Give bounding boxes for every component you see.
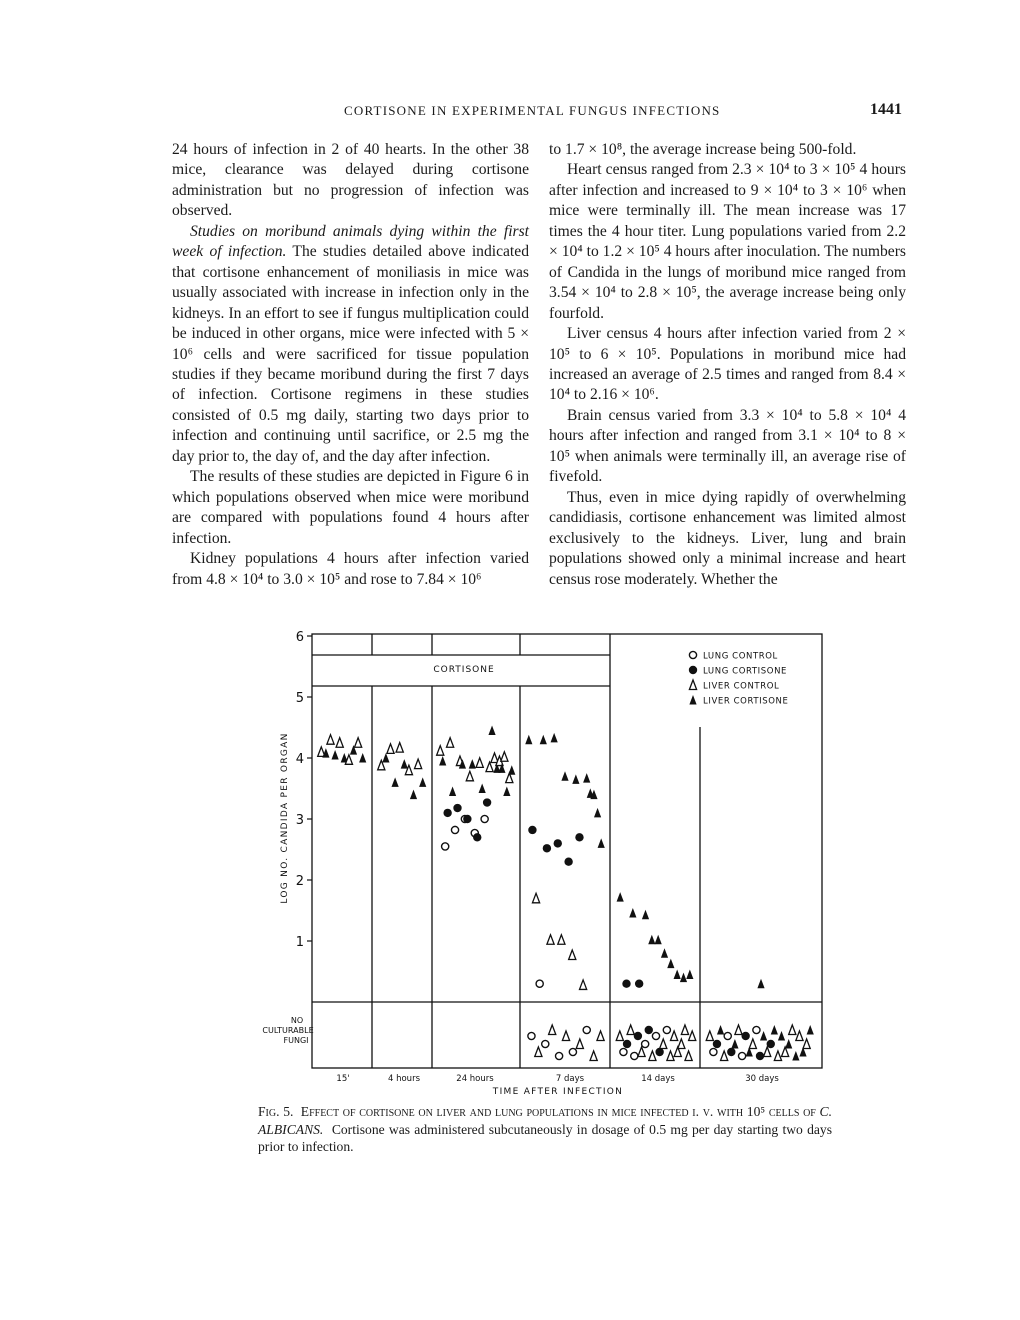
lung-control-point — [689, 651, 696, 658]
liver-control-point — [678, 1039, 685, 1049]
liver-control-point — [689, 680, 696, 690]
liver-control-point — [476, 758, 483, 768]
liver-control-point — [764, 1047, 771, 1057]
x-tick-label: 15' — [336, 1074, 350, 1084]
legend-label: LUNG CORTISONE — [703, 666, 788, 677]
liver-cortisone-point — [332, 750, 339, 760]
data-points — [318, 726, 814, 1061]
liver-control-point — [616, 1031, 623, 1041]
liver-control-point — [532, 893, 539, 903]
paragraph: Heart census ranged from 2.3 × 10⁴ to 3 × 10⁵ 4 hours after infection and increased to 9 × 10⁴ to 3 × 10⁶ when mice were terminally ill. The mean increase was 17 times the 4 hour titer. Lung populations varied from 2.2 × 10⁴ to 1.2 × 10⁵ 4 hours after inoculation. The numbers of Candida in the lungs of moribund mice ranged from 3.54 × 10⁴ to 2.8 × 10⁵, the average increase being only fourfold. — [549, 161, 906, 322]
lung-cortisone-point — [727, 1048, 735, 1056]
lung-control-point — [555, 1052, 562, 1059]
liver-cortisone-point — [551, 733, 558, 743]
no-growth-label-3: FUNGI — [283, 1036, 309, 1045]
y-tick-label: 5 — [295, 691, 304, 706]
liver-cortisone-point — [479, 784, 486, 794]
liver-control-point — [789, 1025, 796, 1035]
liver-control-point — [803, 1039, 810, 1049]
liver-cortisone-point — [410, 790, 417, 800]
lung-cortisone-point — [767, 1040, 775, 1048]
x-tick-label: 4 hours — [387, 1074, 421, 1084]
figure-5-chart — [250, 620, 850, 1100]
lung-control-point — [710, 1048, 717, 1055]
paragraph-text: The studies detailed above indicated that cortisone enhancement of moniliasis in mice was usually associated with increase in infection only in the kidneys. In an effort to see if fungus multiplication could be induced in other organs, mice were infected with 5 × 10⁶ cells and were sacrificed for tissue population studies if they became moribund during the first 7 days of infection. Cortisone regimens in these studies consisted of 0.5 mg daily, starting two days prior to infection and continuing until sacrifice, or 2.5 mg the day prior to, the day of, and the day after infection. — [172, 243, 529, 465]
lung-cortisone-point — [756, 1052, 764, 1060]
cortisone-band-label: CORTISONE — [433, 665, 495, 675]
legend — [689, 651, 789, 706]
caption-label: Fig. 5. — [258, 1104, 294, 1119]
lung-cortisone-point — [483, 798, 491, 806]
liver-control-point — [486, 762, 493, 772]
liver-cortisone-point — [572, 774, 579, 784]
lung-cortisone-point — [645, 1026, 653, 1034]
y-tick-label: 4 — [295, 752, 304, 767]
liver-control-point — [667, 1051, 674, 1061]
liver-cortisone-point — [771, 1025, 778, 1035]
liver-cortisone-point — [439, 756, 446, 766]
liver-cortisone-point — [731, 1039, 738, 1049]
legend-label: LIVER CORTISONE — [703, 696, 789, 707]
liver-control-point — [415, 759, 422, 769]
lung-control-point — [738, 1052, 745, 1059]
liver-control-point — [627, 1025, 634, 1035]
liver-cortisone-point — [760, 1031, 767, 1041]
liver-cortisone-point — [629, 908, 636, 918]
x-tick-label: 14 days — [641, 1074, 675, 1084]
liver-control-point — [721, 1051, 728, 1061]
liver-cortisone-point — [503, 787, 510, 797]
paragraph: Kidney populations 4 hours after infection varied from 4.8 × 10⁴ to 3.0 × 10⁵ and rose to 7.84 × 10⁶ — [172, 550, 529, 588]
liver-cortisone-point — [807, 1025, 814, 1035]
liver-cortisone-point — [642, 910, 649, 920]
section-heading: Studies on moribund animals dying within the first week of infection. — [172, 222, 529, 261]
liver-control-point — [706, 1031, 713, 1041]
paragraph — [172, 222, 529, 467]
paragraph: The results of these studies are depicted in Figure 6 in which populations observed when mice were moribund are compared with populations found 4 hours after infection. — [172, 468, 529, 547]
liver-cortisone-point — [449, 787, 456, 797]
y-tick-label: 3 — [295, 813, 304, 828]
liver-cortisone-point — [540, 735, 547, 745]
lung-cortisone-point — [443, 809, 451, 817]
paragraph: 24 hours of infection in 2 of 40 hearts. In the other 38 mice, clearance was delayed during cortisone administration but no progression of infection was observed. — [172, 141, 529, 220]
lung-control-point — [542, 1040, 549, 1047]
liver-control-point — [796, 1031, 803, 1041]
lung-control-point — [536, 980, 543, 987]
lung-cortisone-point — [528, 826, 536, 834]
paragraph: to 1.7 × 10⁸, the average increase being 500-fold. — [549, 141, 857, 158]
lung-control-point — [442, 843, 449, 850]
liver-control-point — [562, 1031, 569, 1041]
lung-control-point — [569, 1048, 576, 1055]
liver-control-point — [327, 735, 334, 745]
lung-cortisone-point — [741, 1032, 749, 1040]
liver-control-point — [681, 1025, 688, 1035]
liver-cortisone-point — [525, 735, 532, 745]
page-number: 1441 — [870, 101, 902, 118]
liver-control-point — [576, 1039, 583, 1049]
liver-control-point — [638, 1047, 645, 1057]
liver-cortisone-point — [667, 959, 674, 969]
liver-cortisone-point — [661, 948, 668, 958]
lung-control-point — [642, 1040, 649, 1047]
liver-cortisone-point — [792, 1051, 799, 1061]
lung-cortisone-point — [554, 839, 562, 847]
lung-cortisone-point — [635, 980, 643, 988]
caption-cells-of: cells of — [768, 1104, 816, 1119]
liver-cortisone-point — [382, 753, 389, 763]
paragraph: Liver census 4 hours after infection varied from 2 × 10⁵ to 6 × 10⁵. Populations in moribund mice had increased an average of 2.5 times and ranged from 8.4 × 10⁴ to 2.16 × 10⁶. — [549, 325, 906, 404]
no-growth-label-2: CULTURABLE — [262, 1026, 314, 1035]
paragraph: Brain census varied from 3.3 × 10⁴ to 5.8 × 10⁴ 4 hours after infection and ranged from 3.1 × 10⁴ to 8 × 10⁵ when animals were terminally ill, an average rise of fivefold. — [549, 406, 906, 486]
y-tick-label: 6 — [295, 630, 304, 645]
liver-control-point — [735, 1025, 742, 1035]
lung-cortisone-point — [575, 833, 583, 841]
no-growth-label-1: NO — [290, 1016, 304, 1025]
liver-cortisone-point — [617, 892, 624, 902]
liver-cortisone-point — [508, 765, 515, 775]
x-axis-label: TIME AFTER INFECTION — [492, 1087, 624, 1097]
liver-control-point — [396, 743, 403, 753]
liver-cortisone-point — [757, 979, 764, 989]
lung-cortisone-point — [634, 1032, 642, 1040]
liver-control-point — [579, 980, 586, 990]
liver-cortisone-point — [648, 935, 655, 945]
liver-cortisone-point — [401, 759, 408, 769]
lung-cortisone-point — [543, 844, 551, 852]
legend-label: LUNG CONTROL — [703, 651, 778, 662]
liver-control-point — [649, 1051, 656, 1061]
liver-cortisone-point — [680, 973, 687, 983]
caption-dose: 10⁵ — [746, 1104, 766, 1119]
liver-control-point — [774, 1051, 781, 1061]
liver-cortisone-point — [689, 695, 696, 705]
liver-control-point — [590, 1051, 597, 1061]
liver-control-point — [685, 1051, 692, 1061]
liver-control-point — [569, 950, 576, 960]
liver-control-point — [549, 1025, 556, 1035]
figure-caption — [258, 1103, 832, 1156]
liver-control-point — [501, 752, 508, 762]
liver-control-point — [558, 935, 565, 945]
paragraph: Thus, even in mice dying rapidly of overwhelming candidiasis, cortisone enhancement was limited almost exclusively to the kidneys. Liver, lung and brain populations showed only a minimal increase and heart census rose moderately. Whether the — [549, 488, 906, 588]
liver-control-point — [535, 1047, 542, 1057]
liver-cortisone-point — [655, 935, 662, 945]
liver-control-point — [447, 738, 454, 748]
caption-species: C. ALBICANS. — [258, 1104, 833, 1137]
liver-cortisone-point — [717, 1025, 724, 1035]
liver-cortisone-point — [583, 773, 590, 783]
left-column — [172, 140, 529, 590]
liver-cortisone-point — [488, 726, 495, 736]
lung-control-point — [620, 1048, 627, 1055]
lung-control-point — [724, 1032, 731, 1039]
lung-control-point — [528, 1032, 535, 1039]
liver-cortisone-point — [598, 838, 605, 848]
lung-cortisone-point — [689, 666, 697, 674]
liver-cortisone-point — [359, 753, 366, 763]
liver-control-point — [689, 1031, 696, 1041]
lung-control-point — [451, 826, 458, 833]
lung-control-point — [753, 1026, 760, 1033]
liver-control-point — [547, 935, 554, 945]
lung-control-point — [481, 815, 488, 822]
liver-cortisone-point — [674, 970, 681, 980]
liver-cortisone-point — [778, 1031, 785, 1041]
x-tick-label: 7 days — [555, 1074, 585, 1084]
liver-control-point — [749, 1039, 756, 1049]
liver-control-point — [387, 744, 394, 754]
liver-control-point — [466, 771, 473, 781]
liver-control-point — [660, 1039, 667, 1049]
legend-label: LIVER CONTROL — [703, 681, 780, 692]
lung-cortisone-point — [713, 1040, 721, 1048]
y-tick-label: 1 — [295, 935, 304, 950]
liver-control-point — [597, 1031, 604, 1041]
y-tick-label: 2 — [295, 874, 304, 889]
lung-cortisone-point — [564, 858, 572, 866]
liver-cortisone-point — [686, 970, 693, 980]
liver-cortisone-point — [392, 777, 399, 787]
caption-text: Cortisone was administered subcutaneously in dosage of 0.5 mg per day starting two days prior to infection. — [258, 1121, 832, 1155]
lung-control-point — [652, 1032, 659, 1039]
lung-cortisone-point — [623, 1040, 631, 1048]
liver-cortisone-point — [419, 777, 426, 787]
lung-cortisone-point — [473, 833, 481, 841]
lung-cortisone-point — [622, 980, 630, 988]
lung-cortisone-point — [453, 804, 461, 812]
liver-control-point — [670, 1031, 677, 1041]
x-tick-label: 30 days — [745, 1074, 779, 1084]
liver-cortisone-point — [469, 759, 476, 769]
liver-cortisone-point — [594, 808, 601, 818]
liver-control-point — [355, 738, 362, 748]
right-column — [549, 140, 906, 590]
liver-control-point — [336, 738, 343, 748]
caption-title: Effect of cortisone on liver and lung populations in mice infected i. v. with — [300, 1104, 744, 1119]
liver-cortisone-point — [561, 771, 568, 781]
running-title: CORTISONE IN EXPERIMENTAL FUNGUS INFECTIONS — [344, 103, 721, 118]
x-tick-label: 24 hours — [456, 1074, 494, 1084]
lung-cortisone-point — [463, 815, 471, 823]
liver-control-point — [437, 746, 444, 756]
liver-cortisone-point — [785, 1039, 792, 1049]
lung-control-point — [663, 1026, 670, 1033]
y-axis-label: LOG NO. CANDIDA PER ORGAN — [280, 732, 290, 904]
lung-control-point — [583, 1026, 590, 1033]
lung-control-point — [631, 1052, 638, 1059]
